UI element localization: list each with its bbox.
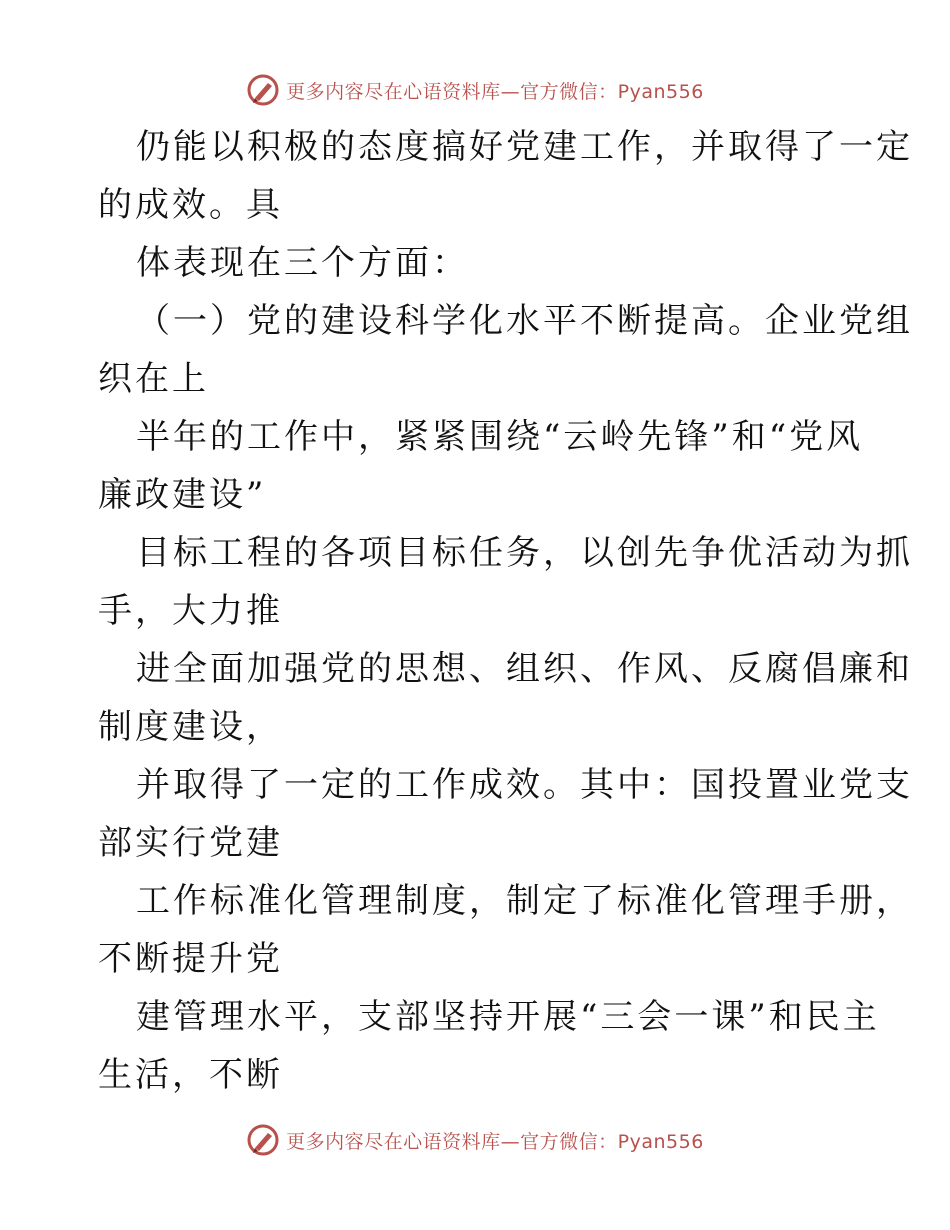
paragraph	[98, 872, 913, 988]
watermark-text: 更多内容尽在心语资料库—官方微信：Pyan556	[286, 80, 704, 103]
paragraph-line: 工作标准化管理制度，制定了标准化管理手册，	[136, 881, 913, 921]
paragraph-line: 廉政建设”	[98, 475, 267, 515]
paragraph	[98, 408, 864, 524]
paragraph-line: 制度建设，	[98, 707, 283, 747]
paragraph-line: 不断提升党	[98, 939, 283, 979]
watermark-text: 更多内容尽在心语资料库—官方微信：Pyan556	[286, 1130, 704, 1153]
paragraph-line: 织在上	[98, 359, 209, 399]
header-watermark-banner	[0, 70, 950, 110]
paragraph	[98, 756, 913, 872]
document-body	[98, 118, 913, 1104]
paragraph-line: 手，大力推	[98, 591, 283, 631]
paragraph-line: 并取得了一定的工作成效。其中：国投置业党支	[136, 765, 913, 805]
paragraph-line: 生活，不断	[98, 1055, 283, 1095]
pen-logo-icon	[246, 73, 280, 107]
paragraph	[98, 524, 913, 640]
paragraph-line: 部实行党建	[98, 823, 283, 863]
pen-logo-icon	[246, 1123, 280, 1157]
paragraph-line: 进全面加强党的思想、组织、作风、反腐倡廉和	[136, 649, 913, 689]
paragraph	[98, 988, 880, 1104]
paragraph	[98, 118, 913, 234]
paragraph-line: 体表现在三个方面：	[136, 243, 469, 283]
paragraph-line: 目标工程的各项目标任务，以创先争优活动为抓	[136, 533, 913, 573]
paragraph-line: 建管理水平，支部坚持开展“三会一课”和民主	[136, 997, 880, 1037]
paragraph-line: 仍能以积极的态度搞好党建工作，并取得了一定	[136, 127, 913, 167]
paragraph-line: 的成效。具	[98, 185, 283, 225]
paragraph	[98, 234, 858, 292]
paragraph	[98, 640, 913, 756]
footer-watermark-banner	[0, 1120, 950, 1160]
paragraph-line: 半年的工作中，紧紧围绕“云岭先锋”和“党风	[136, 417, 864, 457]
paragraph	[98, 292, 913, 408]
paragraph-line: （一）党的建设科学化水平不断提高。企业党组	[136, 301, 913, 341]
